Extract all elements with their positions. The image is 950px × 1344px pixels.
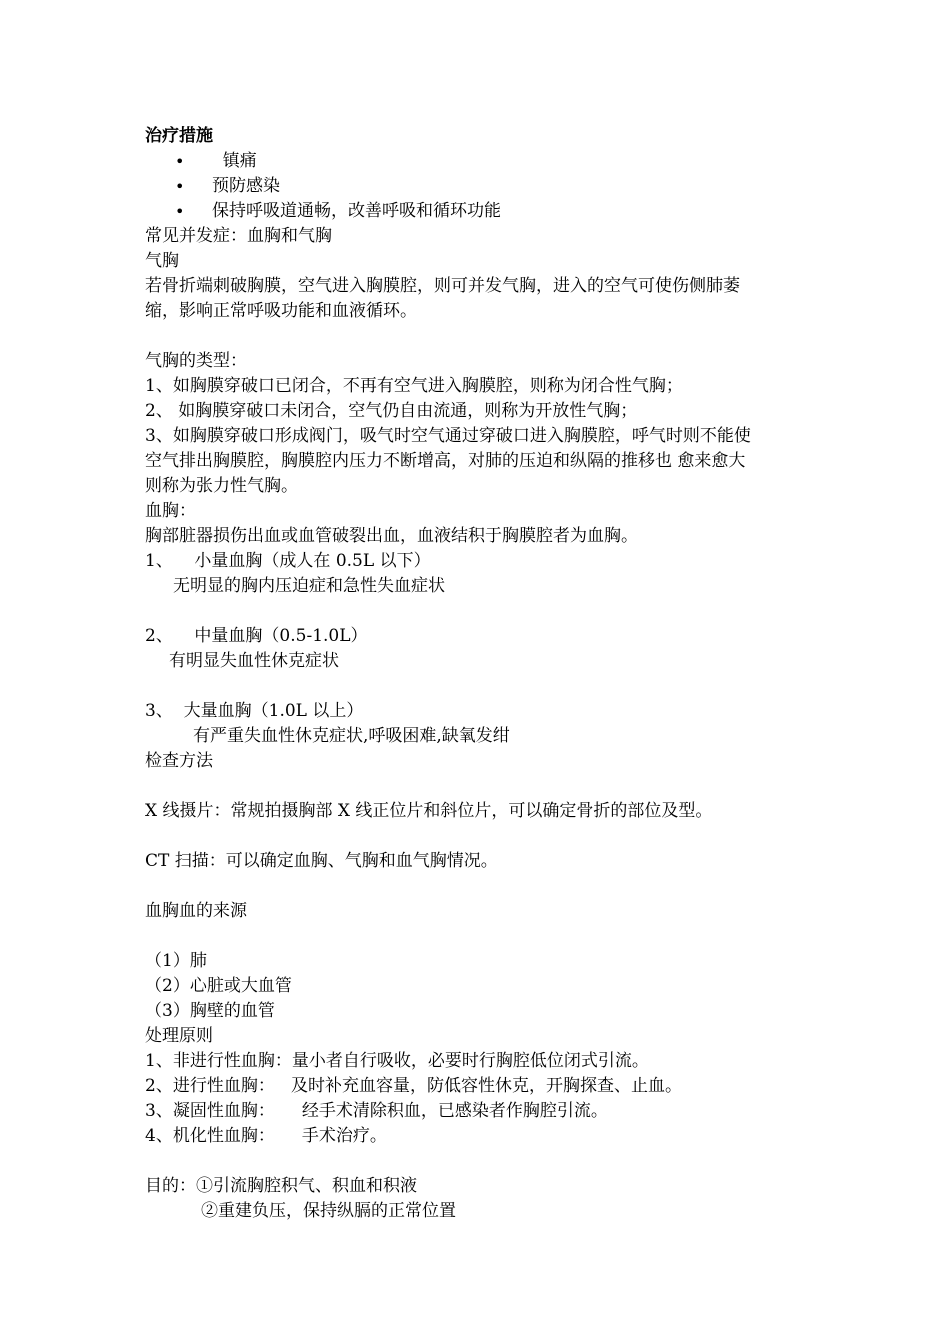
bullet-icon: • xyxy=(175,177,185,196)
pneumothorax-type: 空气排出胸膜腔，胸膜腔内压力不断增高，对肺的压迫和纵隔的推移也 愈来愈大 xyxy=(145,451,746,471)
purpose-item: 目的：①引流胸腔积气、积血和积液 xyxy=(145,1176,417,1196)
pneumothorax-desc: 缩，影响正常呼吸功能和血液循环。 xyxy=(145,301,417,321)
pneumothorax-types-title: 气胸的类型： xyxy=(145,351,247,371)
small-hemothorax-desc: 无明显的胸内压迫症和急性失血症状 xyxy=(173,576,445,596)
pneumothorax-type: 1、如胸膜穿破口已闭合，不再有空气进入胸膜腔，则称为闭合性气胸； xyxy=(145,376,683,396)
blood-source-item: （1）肺 xyxy=(145,951,207,971)
pneumothorax-type: 3、如胸膜穿破口形成阀门，吸气时空气通过穿破口进入胸膜腔，呼气时则不能使 xyxy=(145,426,751,446)
purpose-item: ②重建负压，保持纵膈的正常位置 xyxy=(201,1201,456,1221)
blood-source-item: （2）心脏或大血管 xyxy=(145,976,292,996)
ct-exam: CT 扫描：可以确定血胸、气胸和血气胸情况。 xyxy=(145,851,498,871)
treatment-item: 保持呼吸道通畅，改善呼吸和循环功能 xyxy=(212,201,501,221)
complications-title: 常见并发症：血胸和气胸 xyxy=(145,226,332,246)
pneumothorax-title: 气胸 xyxy=(145,251,179,271)
mid-hemothorax-desc: 有明显失血性休克症状 xyxy=(169,651,339,671)
principle-item: 3、凝固性血胸： 经手术清除积血，已感染者作胸腔引流。 xyxy=(145,1101,608,1121)
principles-title: 处理原则 xyxy=(145,1026,213,1046)
treatment-item: 镇痛 xyxy=(212,151,257,171)
big-hemothorax-title: 3、 大量血胸（1.0L 以上） xyxy=(145,701,364,721)
small-hemothorax-title: 1、 小量血胸（成人在 0.5L 以下） xyxy=(145,551,431,571)
xray-exam: X 线摄片：常规拍摄胸部 X 线正位片和斜位片，可以确定骨折的部位及型。 xyxy=(145,801,713,821)
hemothorax-desc: 胸部脏器损伤出血或血管破裂出血，血液结积于胸膜腔者为血胸。 xyxy=(145,526,638,546)
treatment-item: 预防感染 xyxy=(212,176,280,196)
blood-source-title: 血胸血的来源 xyxy=(145,901,247,921)
blood-source-item: （3）胸壁的血管 xyxy=(145,1001,275,1021)
principle-item: 2、进行性血胸： 及时补充血容量，防低容性休克，开胸探查、止血。 xyxy=(145,1076,683,1096)
treatment-heading: 治疗措施 xyxy=(145,126,213,146)
pneumothorax-type: 则称为张力性气胸。 xyxy=(145,476,298,496)
bullet-icon: • xyxy=(175,202,185,221)
hemothorax-title: 血胸： xyxy=(145,501,196,521)
big-hemothorax-desc: 有严重失血性休克症状,呼吸困难,缺氧发绀 xyxy=(193,726,510,746)
principle-item: 4、机化性血胸： 手术治疗。 xyxy=(145,1126,387,1146)
pneumothorax-type: 2、 如胸膜穿破口未闭合，空气仍自由流通，则称为开放性气胸； xyxy=(145,401,638,421)
mid-hemothorax-title: 2、 中量血胸（0.5-1.0L） xyxy=(145,626,368,646)
pneumothorax-desc: 若骨折端刺破胸膜，空气进入胸膜腔，则可并发气胸，进入的空气可使伤侧肺萎 xyxy=(145,276,740,296)
principle-item: 1、非进行性血胸：量小者自行吸收，必要时行胸腔低位闭式引流。 xyxy=(145,1051,649,1071)
bullet-icon: • xyxy=(175,152,185,171)
exam-title: 检查方法 xyxy=(145,751,213,771)
